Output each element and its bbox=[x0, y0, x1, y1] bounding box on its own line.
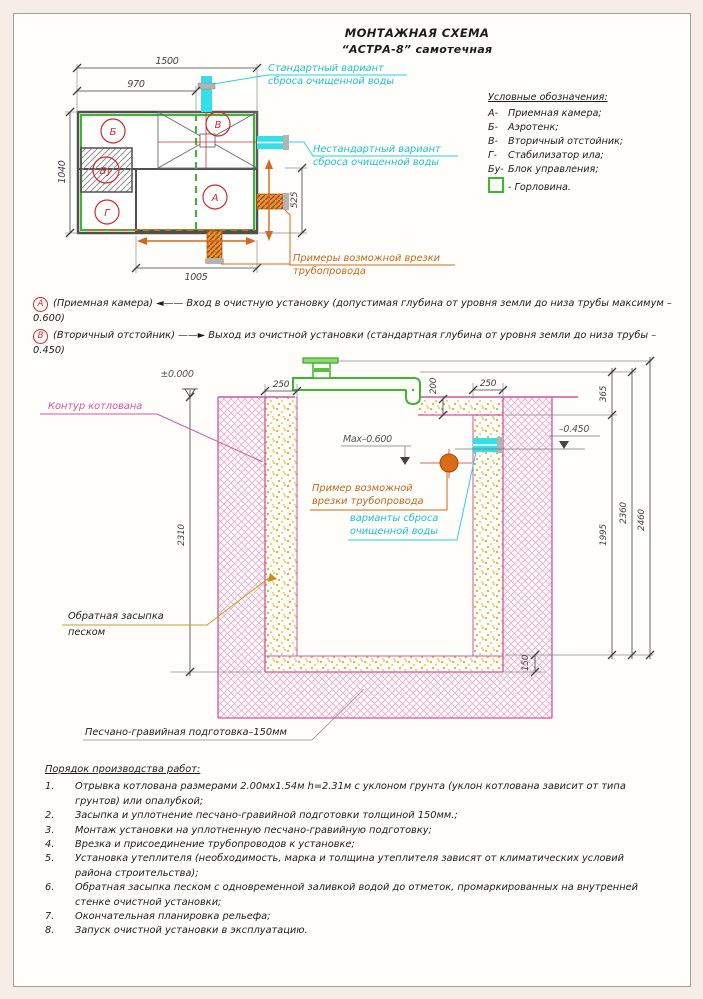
item-text: Установка утеплителя (необходимость, марка и толщина утеплителя зависят от климатических условий района строительства); bbox=[75, 853, 624, 879]
legend-key: Б- bbox=[488, 122, 499, 133]
work-order bbox=[45, 763, 663, 939]
callout-line: трубопровода bbox=[293, 266, 366, 277]
item-text: Врезка и присоединение трубопроводов к установке; bbox=[75, 839, 355, 851]
dim-1005: 1005 bbox=[184, 272, 208, 283]
item-number: 3. bbox=[45, 824, 55, 836]
legend-key: А- bbox=[488, 108, 499, 119]
legend-key: Бу- bbox=[488, 164, 504, 175]
note-text: (Приемная камера) ◄—— Вход в очистную установку (допустимая глубина от уровня земли до низа трубы максимум –0.600) bbox=[33, 298, 672, 324]
plan-view bbox=[57, 56, 458, 283]
dim-525: 525 bbox=[290, 191, 300, 209]
room-label-g: Г bbox=[104, 208, 110, 219]
item-text: Окончательная планировка рельефа; bbox=[75, 911, 271, 923]
item-text: Монтаж установки на уплотненную песчано-гравийную подготовку; bbox=[75, 824, 432, 836]
legend-item bbox=[488, 121, 660, 135]
room-label-v: В bbox=[214, 120, 222, 131]
room-label-bu: Бу bbox=[99, 166, 113, 177]
example-inlet-pipe-bottom bbox=[205, 231, 224, 264]
dim-150: 150 bbox=[521, 654, 531, 672]
item-number: 1. bbox=[45, 781, 55, 793]
dim-right-250: 250 bbox=[479, 379, 497, 389]
legend-item bbox=[488, 149, 660, 163]
work-order-item bbox=[45, 924, 663, 938]
example-inlet-pipe-right bbox=[257, 193, 289, 210]
level-zero: ±0.000 bbox=[160, 369, 194, 380]
note-v bbox=[33, 329, 683, 358]
dim-1995: 1995 bbox=[599, 524, 609, 546]
work-order-item bbox=[45, 824, 663, 838]
level-outlet: –0.450 bbox=[558, 424, 590, 435]
legend-label: Вторичный отстойник; bbox=[508, 136, 624, 147]
callout-inlet-example bbox=[312, 482, 424, 508]
dim-2310: 2310 bbox=[177, 524, 187, 546]
item-number: 7. bbox=[45, 911, 55, 923]
legend-key: Г- bbox=[488, 150, 497, 161]
dim-365: 365 bbox=[599, 385, 609, 403]
nonstandard-outlet-pipe-right bbox=[257, 135, 289, 150]
callout-nonstandard-outlet bbox=[313, 143, 441, 169]
dim-2360: 2360 bbox=[619, 502, 629, 524]
room-label-b: Б bbox=[109, 127, 117, 138]
legend-title: Условные обозначения: bbox=[488, 92, 608, 103]
item-number: 5. bbox=[45, 853, 55, 865]
work-order-title: Порядок производства работ: bbox=[45, 764, 201, 775]
legend-item-neck bbox=[488, 177, 660, 195]
callout-pit-contour: Контур котлована bbox=[48, 401, 143, 412]
legend-item bbox=[488, 135, 660, 149]
legend-key: В- bbox=[488, 136, 499, 147]
section-view bbox=[40, 357, 654, 740]
callout-line: Обратная засыпка bbox=[68, 611, 164, 622]
work-order-item bbox=[45, 838, 663, 852]
item-number: 8. bbox=[45, 925, 55, 937]
callout-inlet-examples bbox=[293, 252, 440, 278]
callout-line: Стандартный вариант bbox=[268, 63, 384, 74]
callout-line: Примеры возможной врезки bbox=[293, 253, 441, 264]
callout-standard-outlet bbox=[268, 62, 394, 88]
note-text: (Вторичный отстойник) ——► Выход из очистной установки (стандартная глубина от уровня земли до низа трубы –0.450) bbox=[33, 329, 657, 356]
legend-label: Аэротенк; bbox=[508, 122, 559, 133]
note-marker: А bbox=[33, 297, 48, 312]
dim-left-250: 250 bbox=[272, 380, 290, 390]
dim-200: 200 bbox=[429, 377, 439, 395]
work-order-item bbox=[45, 780, 663, 809]
callout-line: Пример возможной bbox=[312, 483, 413, 494]
work-order-item bbox=[45, 809, 663, 823]
legend-label: Блок управления; bbox=[508, 164, 599, 175]
notes-block bbox=[33, 297, 683, 361]
dim-970: 970 bbox=[127, 79, 145, 90]
standard-outlet-pipe-top bbox=[198, 76, 215, 112]
legend-label: Приемная камера; bbox=[508, 108, 602, 119]
item-number: 6. bbox=[45, 882, 55, 894]
dim-2460: 2460 bbox=[637, 509, 647, 531]
callout-line: очищенной воды bbox=[350, 526, 438, 537]
sheet-title: МОНТАЖНАЯ СХЕМА bbox=[344, 26, 490, 40]
work-order-item bbox=[45, 910, 663, 924]
note-marker: В bbox=[33, 329, 48, 344]
sheet-subtitle: “АСТРА-8” самотечная bbox=[341, 43, 493, 56]
callout-line: варианты сброса bbox=[350, 513, 439, 524]
neck-symbol-icon bbox=[488, 177, 504, 193]
item-text: Обратная засыпка песком с одновременной заливкой водой до отметок, промаркированных на внутренней стенке очистной установки; bbox=[75, 882, 638, 908]
callout-line: песком bbox=[68, 627, 106, 638]
room-label-a: А bbox=[211, 193, 219, 204]
callout-line: сброса очищенной воды bbox=[313, 157, 440, 168]
note-a bbox=[33, 297, 683, 326]
item-text: Засыпка и уплотнение песчано-гравийной подготовки толщиной 150мм.; bbox=[75, 810, 458, 822]
work-order-item bbox=[45, 852, 663, 881]
item-number: 2. bbox=[45, 810, 55, 822]
legend bbox=[488, 91, 660, 195]
callout-line: Нестандартный вариант bbox=[313, 144, 441, 155]
work-order-item bbox=[45, 881, 663, 910]
legend-label: - Горловина. bbox=[508, 182, 571, 193]
item-text: Запуск очистной установки в эксплуатацию. bbox=[75, 925, 308, 937]
callout-line: врезки трубопровода bbox=[312, 496, 424, 507]
legend-item bbox=[488, 163, 660, 177]
dim-1500: 1500 bbox=[155, 56, 179, 67]
item-number: 4. bbox=[45, 839, 55, 851]
dim-1040: 1040 bbox=[57, 160, 68, 184]
level-max-inlet: Max–0.600 bbox=[343, 434, 392, 445]
callout-line: сброса очищенной воды bbox=[268, 76, 395, 87]
section-outlet-pipe bbox=[473, 437, 503, 453]
legend-item bbox=[488, 107, 660, 121]
callout-base-layer: Песчано-гравийная подготовка–150мм bbox=[85, 727, 287, 738]
callout-backfill bbox=[68, 610, 164, 639]
legend-label: Стабилизатор ила; bbox=[508, 150, 604, 161]
item-text: Отрывка котлована размерами 2.00мх1.54м h=2.31м с уклоном грунта (уклон котлована зависит от типа грунтов) или опалубкой; bbox=[75, 781, 626, 807]
callout-outlet-variants bbox=[350, 512, 438, 538]
